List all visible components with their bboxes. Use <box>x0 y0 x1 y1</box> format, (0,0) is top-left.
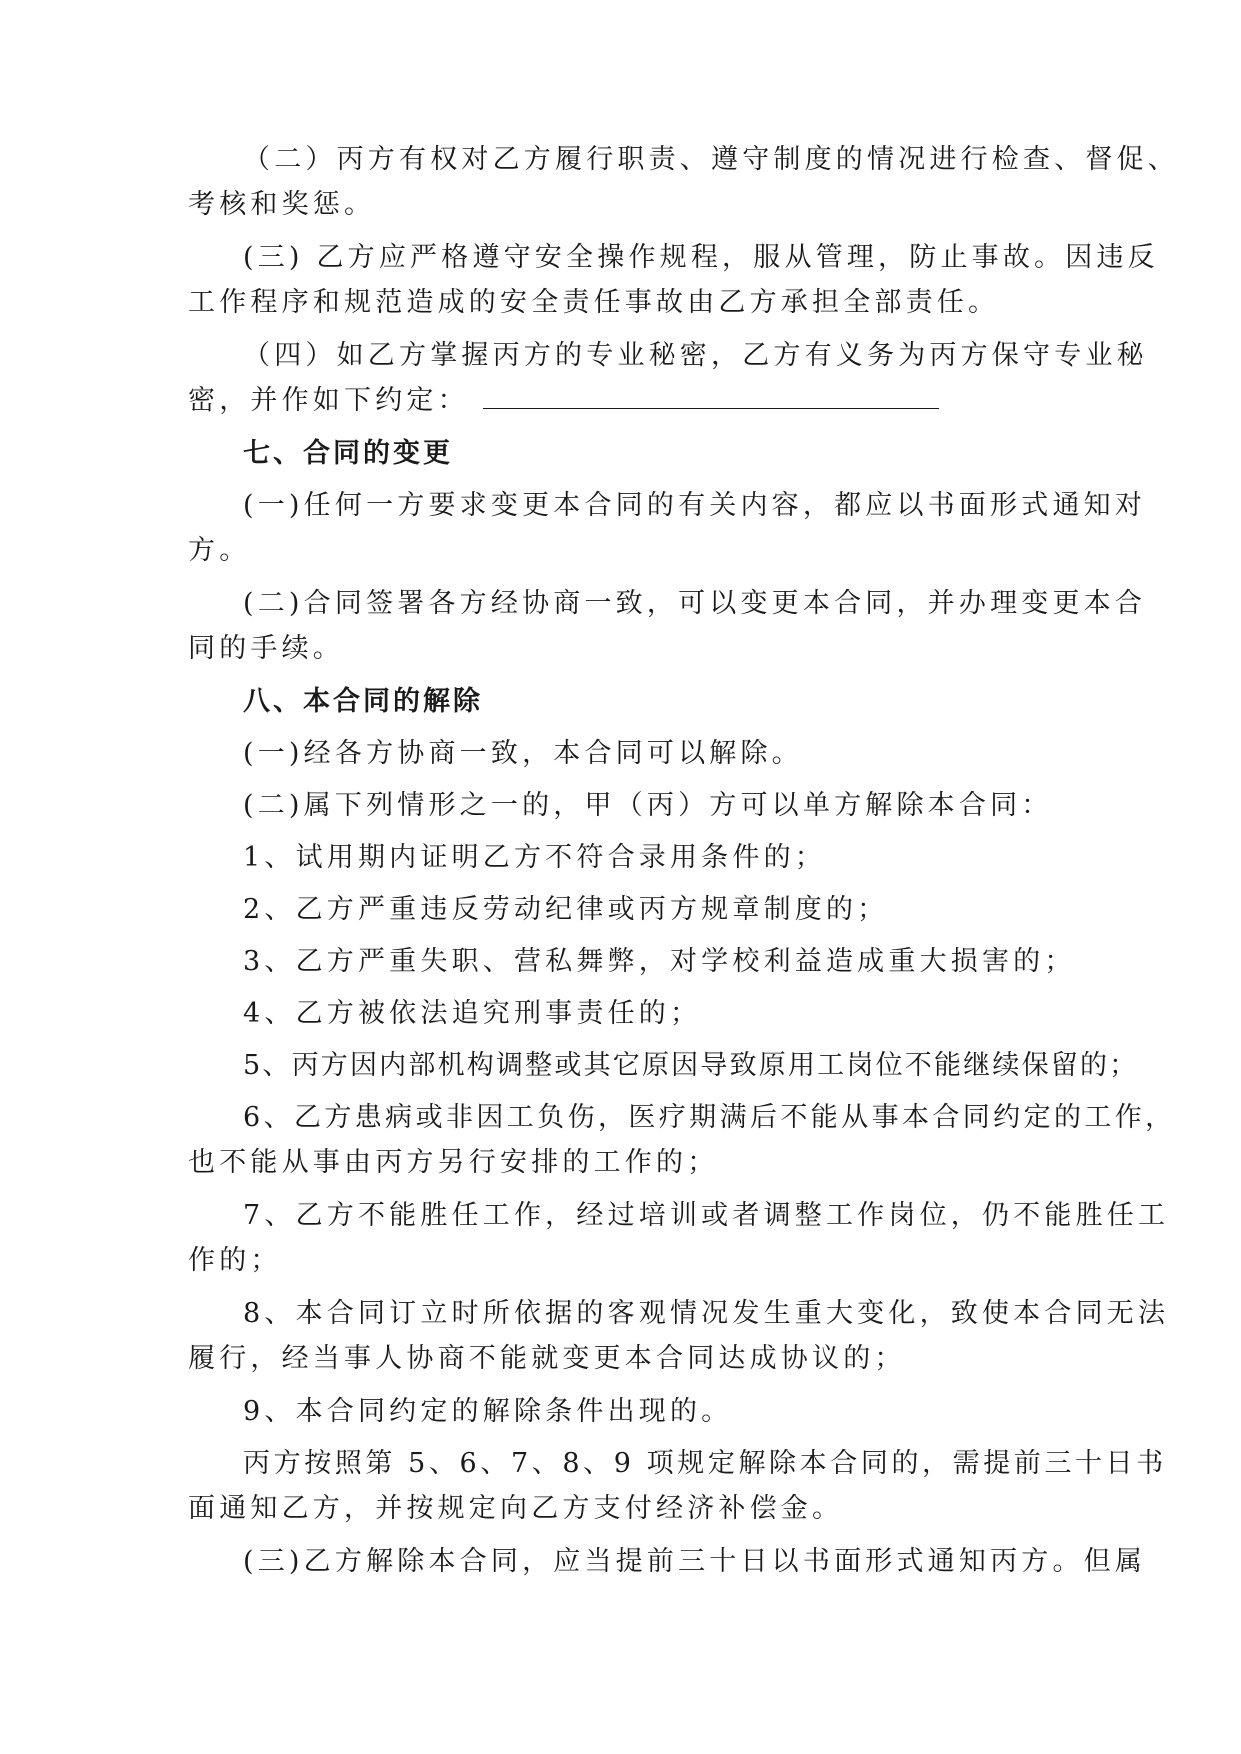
list-item: 5、丙方因内部机构调整或其它原因导致原用工岗位不能继续保留的； <box>243 1050 1139 1081</box>
paragraph-line: (一)经各方协商一致，本合同可以解除。 <box>243 738 803 769</box>
section-heading-7: 七、合同的变更 <box>243 438 453 469</box>
list-item-continued: 作的； <box>188 1245 282 1276</box>
paragraph-line: 工作程序和规范造成的安全责任事故由乙方承担全部责任。 <box>188 287 1000 318</box>
list-item: 9、本合同约定的解除条件出现的。 <box>243 1396 733 1427</box>
paragraph-line: 考核和奖惩。 <box>188 189 376 220</box>
paragraph-line: (三)乙方解除本合同，应当提前三十日以书面形式通知丙方。但属 <box>243 1546 1147 1577</box>
paragraph-line: (二)合同签署各方经协商一致，可以变更本合同，并办理变更本合 <box>243 588 1147 619</box>
list-item: 8、本合同订立时所依据的客观情况发生重大变化，致使本合同无法 <box>243 1298 1170 1329</box>
paragraph-line: 同的手续。 <box>188 633 344 664</box>
paragraph-line: （二）丙方有权对乙方履行职责、遵守制度的情况进行检查、督促、 <box>243 144 1179 175</box>
paragraph-line: (三) 乙方应严格遵守安全操作规程，服从管理，防止事故。因违反 <box>243 242 1159 273</box>
section-heading-8: 八、本合同的解除 <box>243 686 483 717</box>
list-item: 7、乙方不能胜任工作，经过培训或者调整工作岗位，仍不能胜任工 <box>243 1200 1170 1231</box>
list-item-continued: 也不能从事由丙方另行安排的工作的； <box>188 1147 719 1178</box>
list-item: 1、试用期内证明乙方不符合录用条件的； <box>243 842 826 873</box>
paragraph-line: 方。 <box>188 535 251 566</box>
list-item-continued: 履行，经当事人协商不能就变更本合同达成协议的； <box>188 1343 906 1374</box>
list-item: 3、乙方严重失职、营私舞弊，对学校利益造成重大损害的； <box>243 946 1076 977</box>
paragraph-line: 面通知乙方，并按规定向乙方支付经济补偿金。 <box>188 1493 844 1524</box>
paragraph-line: (二)属下列情形之一的，甲（丙）方可以单方解除本合同： <box>243 790 1053 821</box>
paragraph-line: 丙方按照第 5、6、7、8、9 项规定解除本合同的，需提前三十日书 <box>243 1448 1167 1479</box>
list-item: 6、乙方患病或非因工负伤，医疗期满后不能从事本合同约定的工作， <box>243 1102 1176 1133</box>
paragraph-line: (一)任何一方要求变更本合同的有关内容，都应以书面形式通知对 <box>243 490 1147 521</box>
paragraph-line-with-blank <box>188 383 939 419</box>
paragraph-line: （四）如乙方掌握丙方的专业秘密，乙方有义务为丙方保守专业秘 <box>243 340 1148 371</box>
paragraph-line-text: 密，并作如下约定： <box>188 385 469 416</box>
fill-in-blank-line <box>483 386 939 409</box>
list-item: 4、乙方被依法追究刑事责任的； <box>243 998 702 1029</box>
list-item: 2、乙方严重违反劳动纪律或丙方规章制度的； <box>243 894 889 925</box>
